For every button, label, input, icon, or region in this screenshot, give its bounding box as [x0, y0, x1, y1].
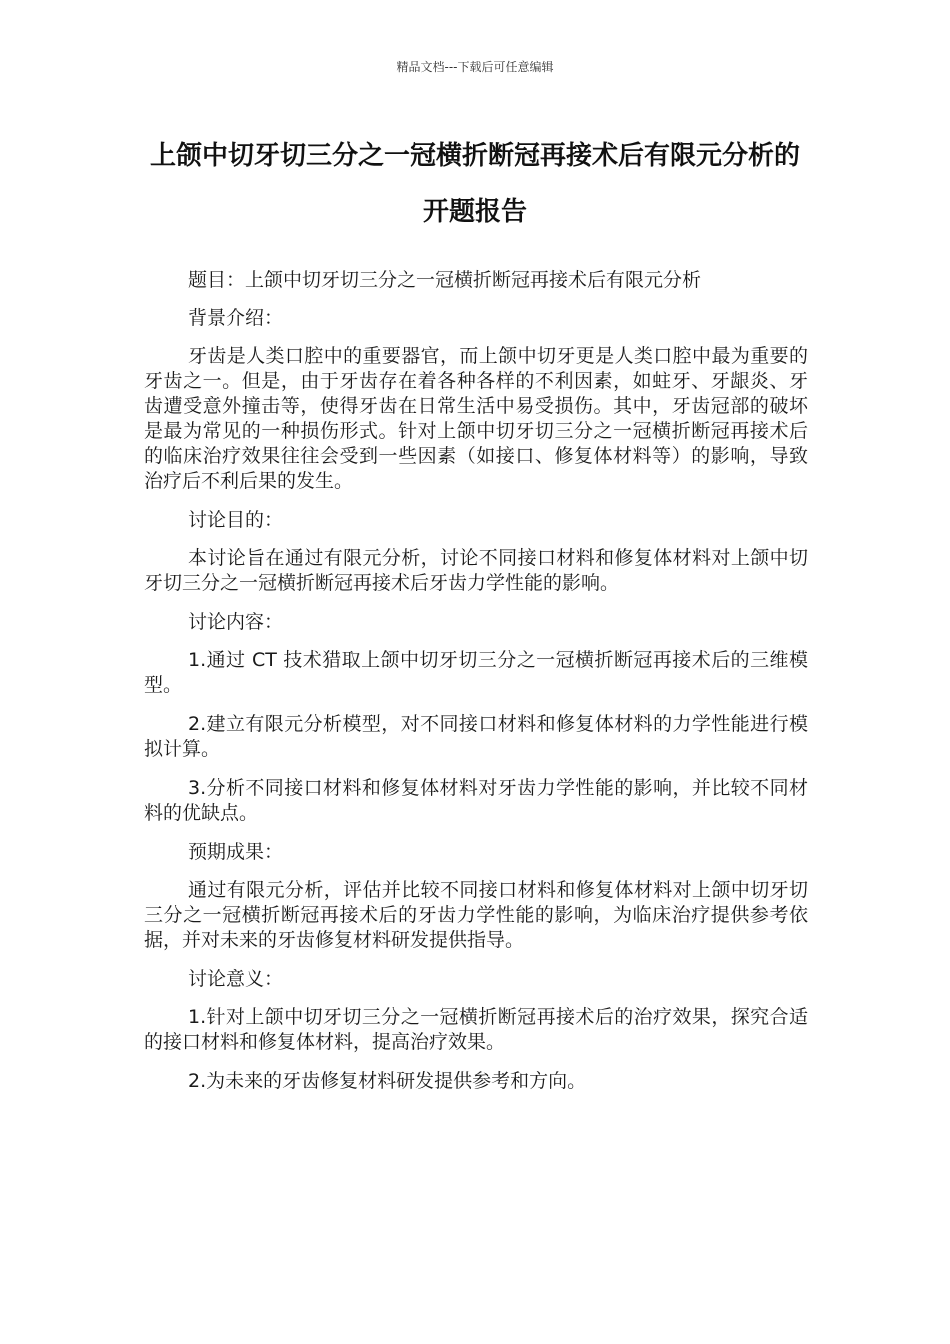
list-item-significance-1: 1.针对上颌中切牙切三分之一冠横折断冠再接术后的治疗效果，探究合适的接口材料和修复体材料，提高治疗效果。 [144, 1006, 808, 1053]
paragraph-background: 牙齿是人类口腔中的重要器官，而上颌中切牙更是人类口腔中最为重要的牙齿之一。但是，由于牙齿存在着各种各样的不利因素，如蛀牙、牙龈炎、牙齿遭受意外撞击等，使得牙齿在日常生活中易受损伤。其中，牙齿冠部的破坏是最为常见的一种损伤形式。针对上颌中切牙切三分之一冠横折断冠再接术后的临床治疗效果往往会受到一些因素（如接口、修复体材料等）的影响，导致治疗后不利后果的发生。 [144, 345, 808, 492]
document-title: 上颌中切牙切三分之一冠横折断冠再接术后有限元分析的开题报告 [149, 141, 800, 227]
list-item-content-3: 3.分析不同接口材料和修复体材料对牙齿力学性能的影响，并比较不同材料的优缺点。 [144, 777, 808, 824]
paragraph-expected-results: 通过有限元分析，评估并比较不同接口材料和修复体材料对上颌中切牙切三分之一冠横折断冠再接术后的牙齿力学性能的影响，为临床治疗提供参考依据，并对未来的牙齿修复材料研发提供指导。 [144, 879, 808, 951]
page-header-note: 精品文档---下载后可任意编辑 [396, 60, 554, 74]
section-heading-significance: 讨论意义： [188, 968, 284, 990]
document-body [144, 268, 808, 1108]
list-item-content-2: 2.建立有限元分析模型，对不同接口材料和修复体材料的力学性能进行模拟计算。 [144, 713, 808, 760]
list-item-content-1: 1.通过 CT 技术猎取上颌中切牙切三分之一冠横折断冠再接术后的三维模型。 [144, 649, 808, 696]
section-heading-purpose: 讨论目的： [188, 509, 284, 531]
topic-line: 题目：上颌中切牙切三分之一冠横折断冠再接术后有限元分析 [188, 269, 702, 291]
list-item-significance-2: 2.为未来的牙齿修复材料研发提供参考和方向。 [188, 1070, 587, 1092]
section-heading-expected-results: 预期成果： [188, 841, 284, 863]
paragraph-purpose: 本讨论旨在通过有限元分析，讨论不同接口材料和修复体材料对上颌中切牙切三分之一冠横折断冠再接术后牙齿力学性能的影响。 [144, 547, 808, 594]
section-heading-content: 讨论内容： [188, 611, 284, 633]
section-heading-background: 背景介绍： [188, 307, 284, 329]
